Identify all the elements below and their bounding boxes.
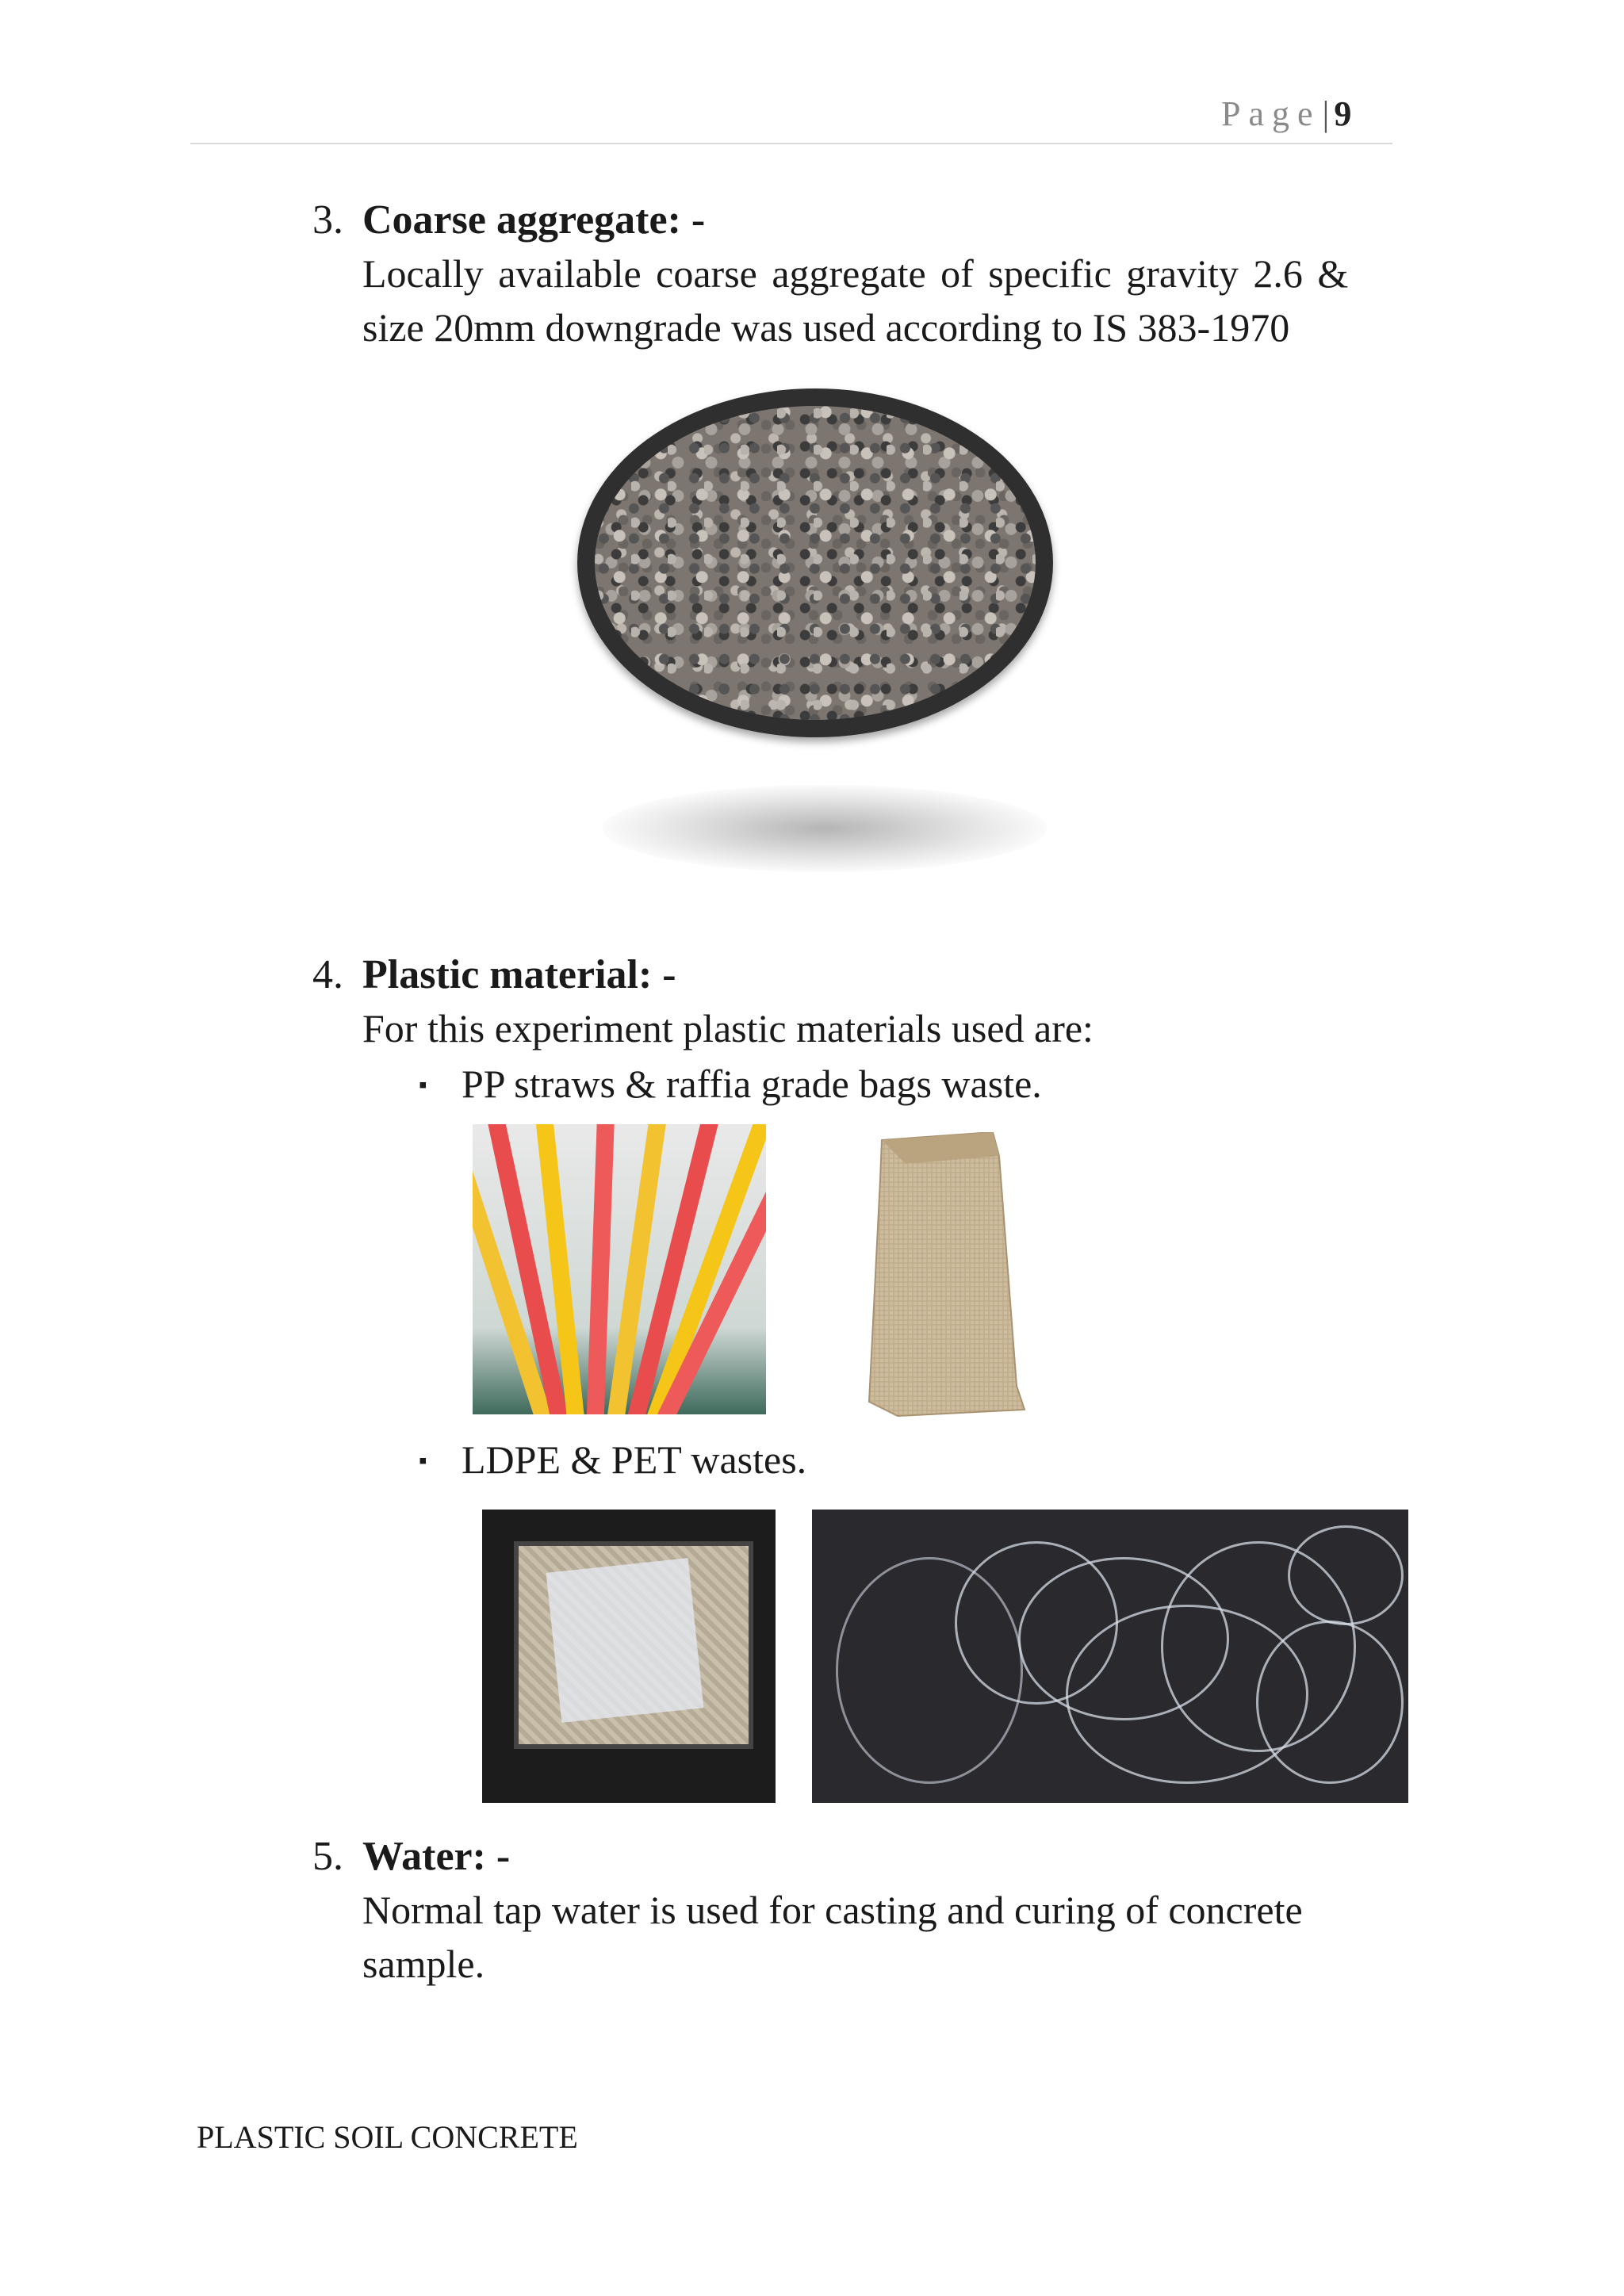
section-5-title: Water: - [362,1834,511,1879]
section-3-number: 3. [312,197,343,243]
gravel-plate-photo [577,388,1053,737]
page-header [1221,94,1351,134]
page-separator: | [1322,94,1330,133]
raffia-bag-photo [858,1132,1039,1418]
ldpe-sheet [546,1558,704,1723]
section-3-title: Coarse aggregate: - [362,197,706,243]
section-4-number: 4. [312,952,343,997]
section-3-line-2: size 20mm downgrade was used according to IS 383-1970 [362,305,1290,350]
bullet-marker: ▪ [419,1448,427,1474]
section-5-line-1: Normal tap water is used for casting and curing of concrete [362,1888,1303,1932]
header-rule [190,143,1392,144]
ldpe-waste-photo [482,1510,776,1803]
section-4-title: Plastic material: - [362,952,676,997]
pp-straws-photo [473,1124,766,1414]
bullet-marker: ▪ [419,1072,427,1098]
section-5-number: 5. [312,1834,343,1879]
page-word: Page [1221,94,1321,133]
pet-bottle-waste-photo [812,1510,1408,1803]
gravel-texture [595,406,1036,720]
bullet-item-ldpe: LDPE & PET wastes. [462,1437,807,1482]
section-4-line-1: For this experiment plastic materials used are: [362,1006,1094,1050]
section-5-line-2: sample. [362,1942,485,1986]
document-footer: PLASTIC SOIL CONCRETE [197,2119,578,2155]
page-number: 9 [1334,94,1352,133]
bullet-item-pp: PP straws & raffia grade bags waste. [462,1062,1042,1106]
section-3-line-1: Locally available coarse aggregate of specific gravity 2.6 & [362,251,1349,296]
gravel-shadow [603,785,1047,872]
